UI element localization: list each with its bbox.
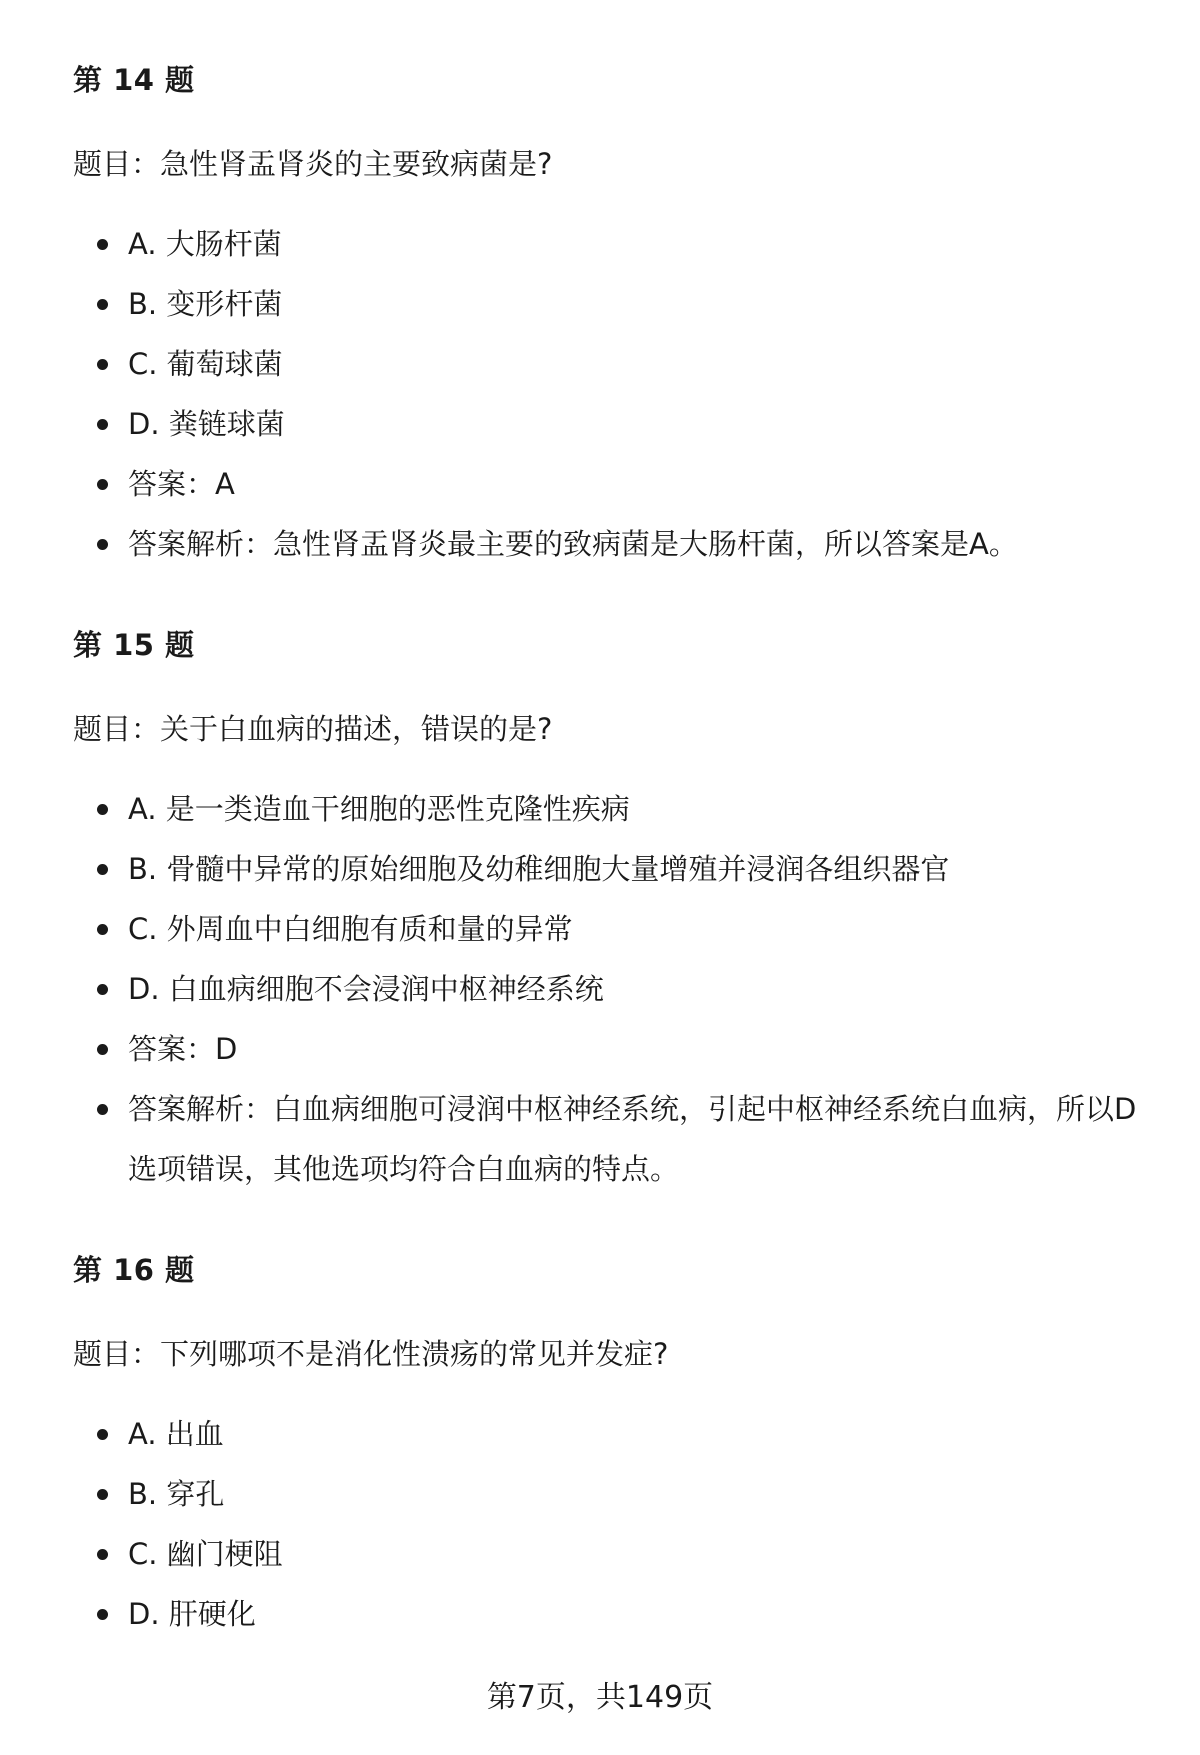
option-d: D. 粪链球菌 (73, 404, 1153, 444)
option-list (73, 224, 1153, 564)
option-b: B. 穿孔 (73, 1474, 1153, 1514)
option-list (73, 789, 1153, 1199)
option-list (73, 1414, 1153, 1634)
bullet-icon (97, 479, 108, 490)
question-stem: 题目：关于白血病的描述，错误的是? (73, 712, 553, 746)
page-number: 第7页，共149页 (486, 1680, 714, 1715)
option-a: A. 出血 (73, 1414, 1153, 1454)
answer-explanation: 答案解析：急性肾盂肾炎最主要的致病菌是大肠杆菌，所以答案是A。 (73, 524, 1153, 564)
question-15 (73, 625, 1153, 1219)
question-16 (73, 1250, 1153, 1654)
option-d: D. 肝硬化 (73, 1594, 1153, 1634)
bullet-icon (97, 1609, 108, 1620)
bullet-icon (97, 1429, 108, 1440)
bullet-icon (97, 984, 108, 995)
question-stem: 题目：下列哪项不是消化性溃疡的常见并发症? (73, 1337, 669, 1371)
bullet-icon (97, 299, 108, 310)
option-b: B. 变形杆菌 (73, 284, 1153, 324)
bullet-icon (97, 864, 108, 875)
option-a: A. 是一类造血干细胞的恶性克隆性疾病 (73, 789, 1153, 829)
bullet-icon (97, 1489, 108, 1500)
bullet-icon (97, 1044, 108, 1055)
bullet-icon (97, 1549, 108, 1560)
option-c: C. 幽门梗阻 (73, 1534, 1153, 1574)
option-b: B. 骨髓中异常的原始细胞及幼稚细胞大量增殖并浸润各组织器官 (73, 849, 1153, 889)
bullet-icon (97, 1104, 108, 1115)
bullet-icon (97, 924, 108, 935)
option-c: C. 葡萄球菌 (73, 344, 1153, 384)
bullet-icon (97, 804, 108, 815)
bullet-icon (97, 239, 108, 250)
bullet-icon (97, 419, 108, 430)
option-c: C. 外周血中白细胞有质和量的异常 (73, 909, 1153, 949)
answer-explanation: 答案解析：白血病细胞可浸润中枢神经系统，引起中枢神经系统白血病，所以D选项错误，其他选项均符合白血病的特点。 (73, 1079, 1153, 1199)
option-d: D. 白血病细胞不会浸润中枢神经系统 (73, 969, 1153, 1009)
question-14 (73, 60, 1153, 584)
bullet-icon (97, 539, 108, 550)
question-title: 第 16 题 (73, 1253, 195, 1287)
question-stem: 题目：急性肾盂肾炎的主要致病菌是? (73, 147, 553, 181)
bullet-icon (97, 359, 108, 370)
answer: 答案：D (73, 1029, 1153, 1069)
option-a: A. 大肠杆菌 (73, 224, 1153, 264)
question-title: 第 14 题 (73, 63, 195, 97)
answer: 答案：A (73, 464, 1153, 504)
question-title: 第 15 题 (73, 628, 195, 662)
